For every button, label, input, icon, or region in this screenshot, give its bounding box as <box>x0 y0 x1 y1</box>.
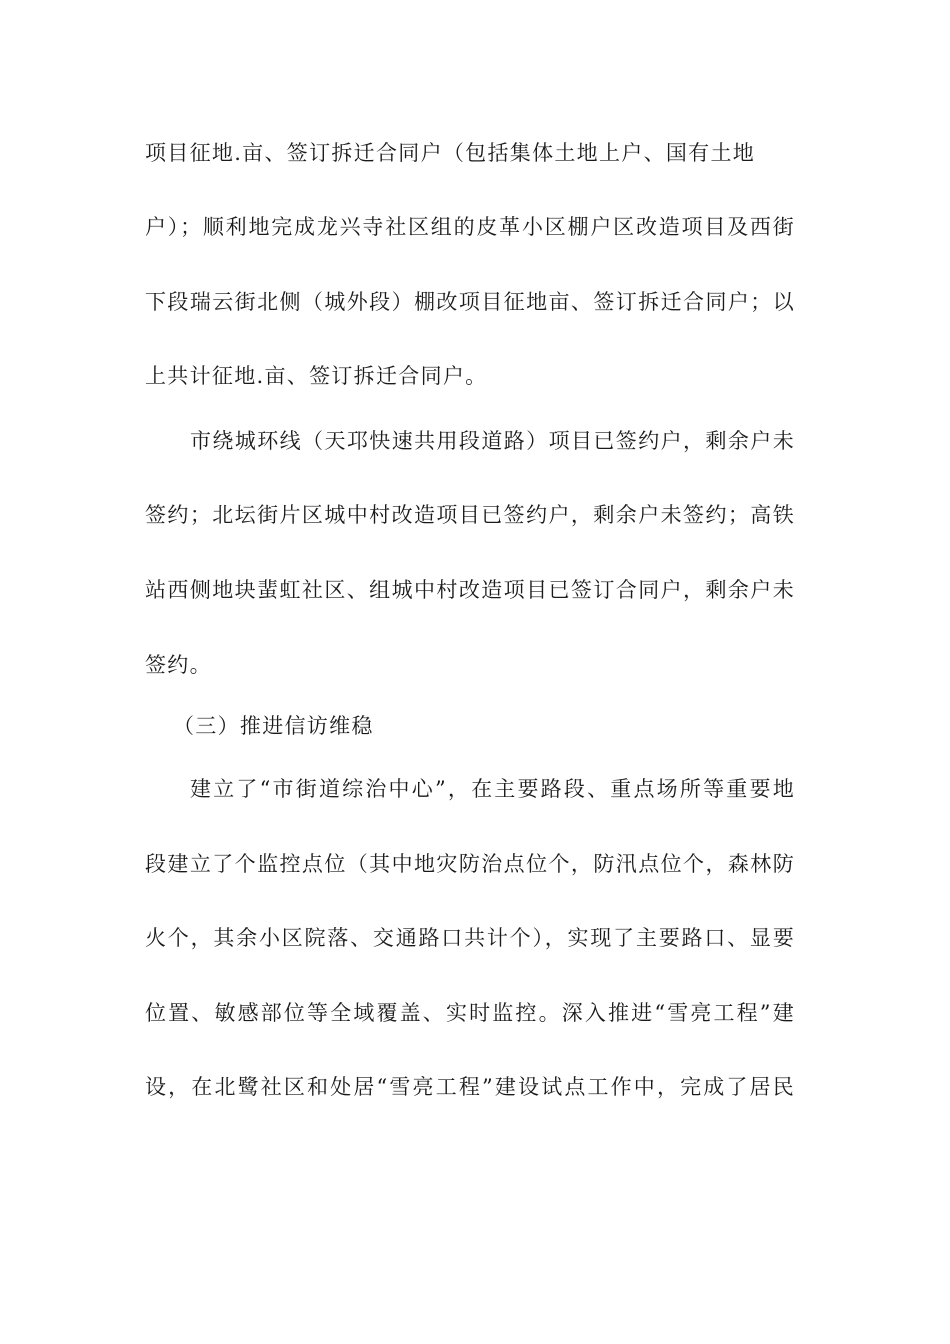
section-heading: （三）推进信访维稳 <box>173 714 374 738</box>
paragraph-first-line: 建立了“市街道综治中心”，在主要路段、重点场所等重要地 <box>190 777 795 801</box>
text-line: 户）；顺利地完成龙兴寺社区组的皮革小区棚户区改造项目及西街 <box>145 215 795 239</box>
text-line: 火个，其余小区院落、交通路口共计个），实现了主要路口、显要 <box>145 926 795 950</box>
text-line: 签约；北坛街片区城中村改造项目已签约户，剩余户未签约；高铁 <box>145 503 795 527</box>
text-line: 位置、敏感部位等全域覆盖、实时监控。深入推进“雪亮工程”建 <box>145 1001 795 1025</box>
text-line: 上共计征地.亩、签订拆迁合同户。 <box>145 364 488 388</box>
text-line: 设，在北鹭社区和处居“雪亮工程”建设试点工作中，完成了居民 <box>145 1075 795 1099</box>
text-line: 站西侧地块蜚虹社区、组城中村改造项目已签订合同户，剩余户未 <box>145 578 795 602</box>
paragraph-first-line: 市绕城环线（天邛快速共用段道路）项目已签约户，剩余户未 <box>190 429 795 453</box>
text-line: 下段瑞云街北侧（城外段）棚改项目征地亩、签订拆迁合同户；以 <box>145 290 795 314</box>
text-line: 段建立了个监控点位（其中地灾防治点位个，防汛点位个，森林防 <box>145 852 795 876</box>
text-line: 项目征地.亩、签订拆迁合同户（包括集体土地上户、国有土地 <box>145 141 756 165</box>
text-line: 签约。 <box>145 653 212 677</box>
